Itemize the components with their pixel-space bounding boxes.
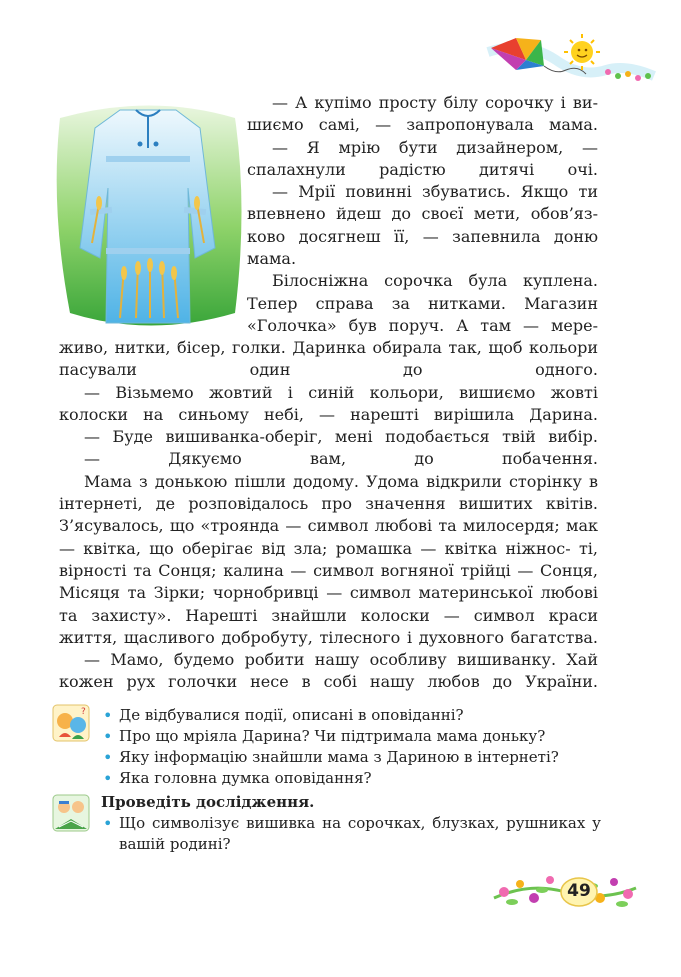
story-paragraph: — Буде вишиванка-оберіг, мені подобається твій вибір.: [84, 427, 598, 447]
question-item: • Яку інформацію знайшли мама з Дариною в інтернеті?: [101, 747, 601, 768]
story-paragraph: — Візьмемо жовтий і синій кольори, вишиємо жовті колоски на синьому небі, — нарешті вирішила Дарина.: [59, 382, 598, 424]
story-paragraph: Білосніжна сорочка була куплена. Тепер справа за нитками. Магазин «Голочка» був поруч. А там — мере-: [247, 271, 598, 335]
story-full-width: [59, 337, 598, 694]
story-paragraph: — Я мрію бути дизайнером, — спалахнули радістю дитячі очі.: [247, 137, 598, 179]
questions-icon: [51, 703, 91, 743]
rainbow-kite-icon: [491, 38, 586, 74]
research-block: [101, 792, 601, 855]
embroidered-shirt-picture: [50, 98, 246, 330]
story-paragraph: Мама з донькою пішли додому. Удома відкрили сторінку в інтернеті, де розповідалось про значення вишитих квітів. З’ясувалось, що «троянда — символ любові та милосердя; мак — квітка, що оберігає від зла; ромашка — квітка ніжнос- ті, вірності та Сонця; калина — символ вогняної трійці — Сонця, Місяця та Зірки; чорнобривці — символ материнської любові та захисту». Нарешті знайшли колоски — символ краси життя, щасливого добробуту, тілесного і духовного багатства.: [59, 471, 599, 647]
story-right-column: [247, 92, 598, 337]
page-number: 49: [567, 881, 591, 901]
story-paragraph: — Мрії повинні збуватись. Якщо ти впевнено йдеш до своєї мети, обов’яз- ково досягнеш її, — запевнила доню мама.: [247, 182, 598, 269]
story-paragraph: — А купімо просту білу сорочку і ви- шиємо самі, — запропонувала мама.: [247, 93, 598, 135]
story-paragraph: живо, нитки, бісер, голки. Даринка обирала так, щоб кольори пасували один до одного.: [59, 338, 598, 380]
svg-text:?: ?: [81, 707, 86, 717]
question-item: • Де відбувалися події, описані в оповіданні?: [101, 705, 601, 726]
questions-block: [101, 705, 601, 789]
research-title: Проведіть дослідження.: [101, 793, 315, 811]
kite-sun-decoration: [486, 30, 656, 90]
research-icon: [51, 793, 91, 833]
research-item: • Що символізує вишивка на сорочках, блузках, рушниках у вашій родині?: [101, 813, 601, 855]
question-item: • Про що мріяла Дарина? Чи підтримала мама доньку?: [101, 726, 601, 747]
story-paragraph: — Мамо, будемо робити нашу особливу вишиванку. Хай кожен рух голочки несе в собі нашу любов до України.: [59, 650, 598, 692]
story-paragraph: — Дякуємо вам, до побачення.: [84, 449, 598, 469]
question-item: • Яка головна думка оповідання?: [101, 768, 601, 789]
